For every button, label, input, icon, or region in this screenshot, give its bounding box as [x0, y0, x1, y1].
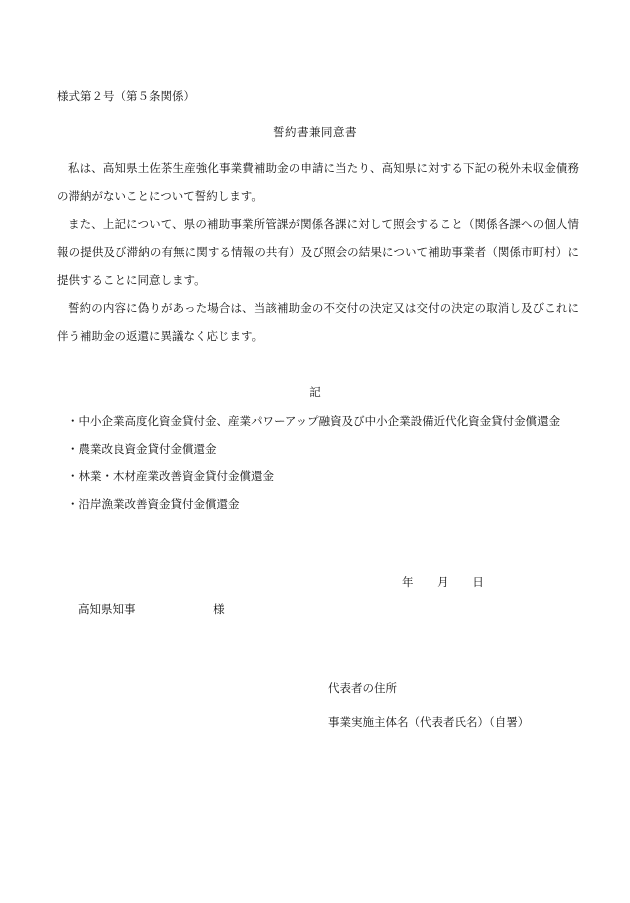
addressee-honorific: 様 [213, 602, 225, 616]
addressee-name: 高知県知事 [78, 602, 136, 616]
pledge-paragraph-2: また、上記について、県の補助事業所管課が関係各課に対して照会すること（関係各課への個人情報の提供及び滞納の有無に関する情報の共有）及び照会の結果について補助事業者（関係市町村）に提供することに同意します。 [57, 217, 579, 287]
pledge-paragraph-1: 私は、高知県土佐茶生産強化事業費補助金の申請に当たり、高知県に対する下記の税外未収金債務の滞納がないことについて誓約します。 [57, 161, 579, 203]
date-year-label: 年 [402, 575, 414, 589]
date-line [402, 574, 484, 590]
debt-item: ・中小企業高度化資金貸付金、産業パワーアップ融資及び中小企業設備近代化資金貸付金償還金 [67, 414, 561, 428]
document-title: 誓約書兼同意書 [273, 125, 357, 139]
representative-address-label: 代表者の住所 [328, 681, 397, 695]
debt-item-list [67, 408, 560, 518]
form-number: 様式第２号（第５条関係） [57, 89, 195, 103]
debt-item: ・沿岸漁業改善資金貸付金償還金 [67, 496, 240, 511]
debt-item: ・林業・木材産業改善資金貸付金償還金 [67, 469, 274, 483]
addressee [78, 601, 225, 617]
ki-heading: 記 [309, 385, 321, 399]
debt-item: ・農業改良資金貸付金償還金 [67, 441, 217, 456]
date-month-label: 月 [437, 575, 449, 589]
pledge-paragraph-3: 誓約の内容に偽りがあった場合は、当該補助金の不交付の決定又は交付の決定の取消し及びこれに伴う補助金の返還に異議なく応じます。 [57, 301, 579, 343]
date-day-label: 日 [472, 575, 484, 589]
representative-name-label: 事業実施主体名（代表者氏名）（自署） [328, 715, 530, 729]
pledge-body [57, 154, 579, 350]
